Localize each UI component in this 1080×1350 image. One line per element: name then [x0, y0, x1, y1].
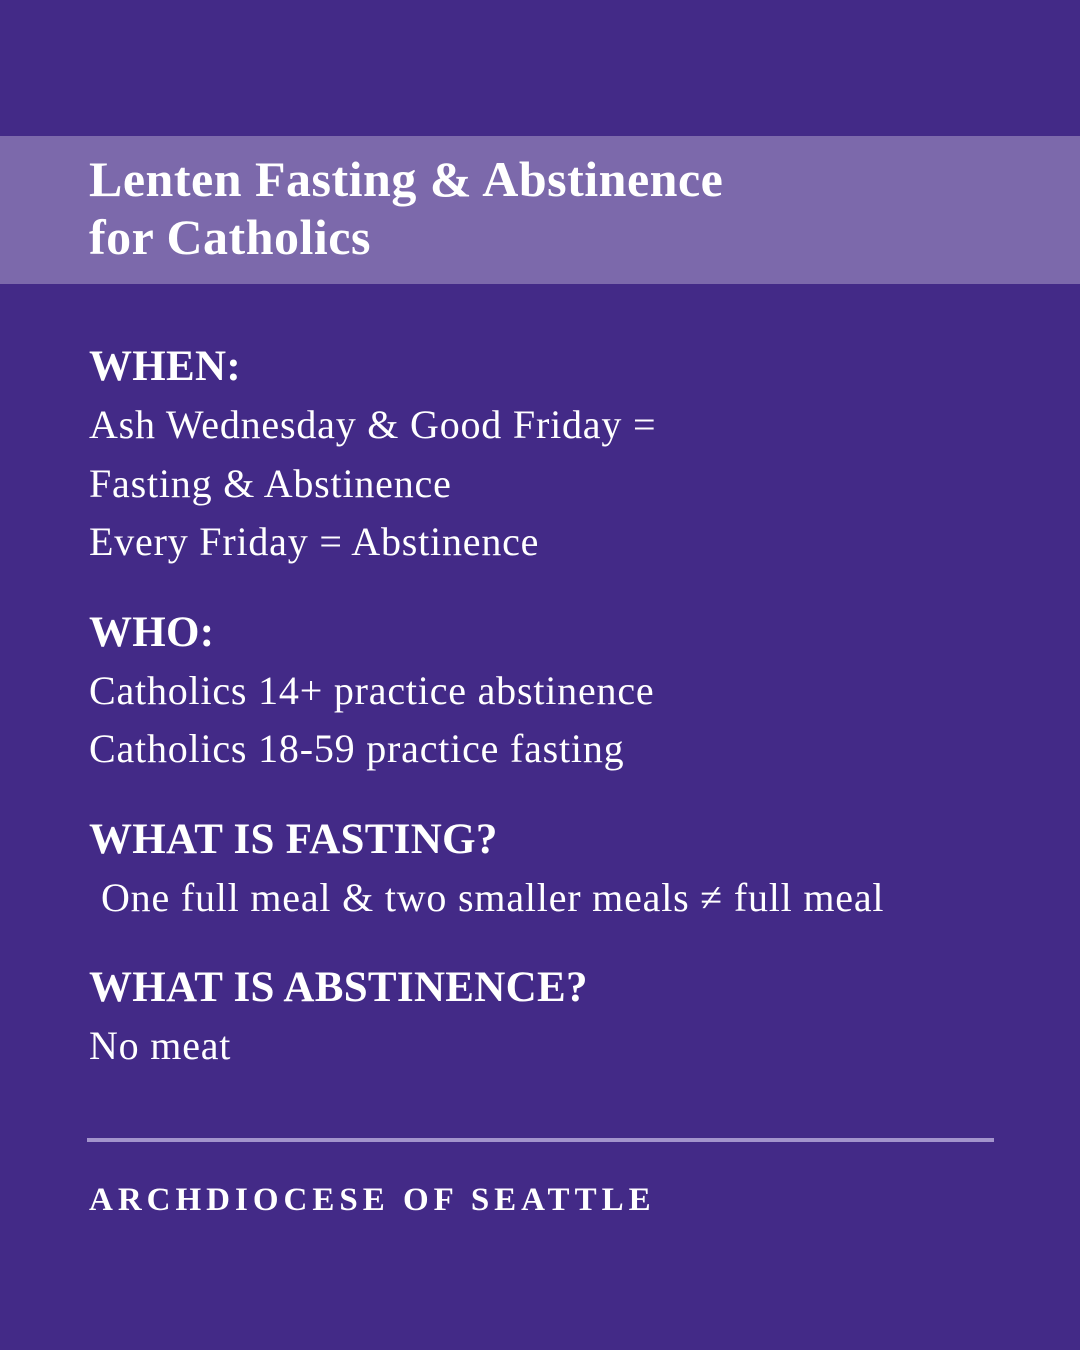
org-name: ARCHDIOCESE OF SEATTLE — [89, 1182, 656, 1218]
section-fasting — [89, 811, 1049, 928]
section-abstinence — [89, 959, 1049, 1076]
section-heading-abstinence: WHAT IS ABSTINENCE? — [89, 964, 588, 1011]
section-when-line-3: Every Friday = Abstinence — [89, 519, 540, 564]
section-heading-who: WHO: — [89, 608, 215, 656]
section-fasting-line-1: One full meal & two smaller meals ≠ full meal — [101, 874, 885, 920]
section-when-line-2: Fasting & Abstinence — [89, 460, 452, 506]
section-who-line-1: Catholics 14+ practice abstinence — [89, 667, 655, 713]
footer-divider — [87, 1138, 994, 1142]
section-who — [89, 604, 1049, 779]
section-when-line-1: Ash Wednesday & Good Friday = — [89, 402, 657, 447]
section-when — [89, 338, 1049, 572]
section-abstinence-line-1: No meat — [89, 1023, 232, 1068]
info-content — [89, 338, 1049, 1108]
page-title-line-1: Lenten Fasting & Abstinence — [89, 151, 724, 207]
section-who-line-2: Catholics 18-59 practice fasting — [89, 726, 625, 771]
section-heading-when: WHEN: — [89, 343, 241, 390]
page-title — [89, 150, 723, 266]
page-title-line-2: for Catholics — [89, 209, 371, 265]
section-heading-fasting: WHAT IS FASTING? — [89, 815, 498, 863]
